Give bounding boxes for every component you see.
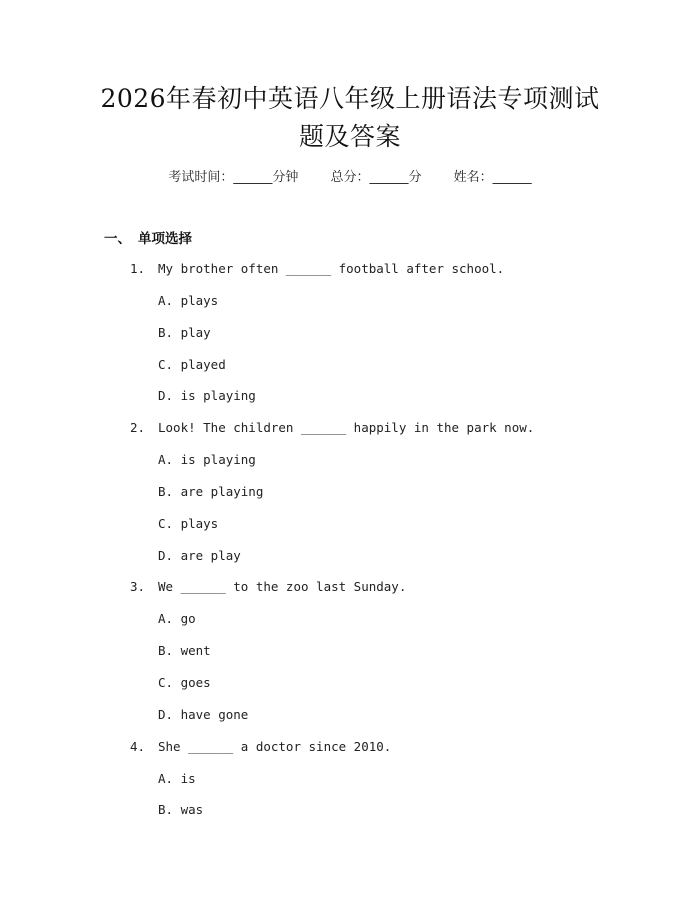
option-text: B. was — [158, 802, 204, 818]
option-text: D. have gone — [158, 706, 249, 722]
student-name-field: 姓名：______ — [453, 170, 532, 185]
question-text: She ______ a doctor since 2010. — [158, 738, 392, 754]
option-4a — [0, 769, 700, 801]
option-text: A. is playing — [158, 452, 256, 468]
option-text: C. played — [158, 356, 226, 372]
option-text: A. go — [158, 611, 196, 627]
option-text: D. are play — [158, 547, 241, 563]
option-text: A. is — [158, 770, 196, 786]
option-3a — [0, 609, 700, 641]
option-1d — [0, 386, 700, 418]
option-text: C. goes — [158, 674, 211, 690]
exam-meta — [0, 168, 700, 188]
question-number: 2. — [130, 420, 146, 436]
option-1c — [0, 355, 700, 387]
option-text: B. play — [158, 324, 211, 340]
option-1b — [0, 323, 700, 355]
section-number: 一、 — [104, 231, 131, 247]
option-3d — [0, 705, 700, 737]
option-text: C. plays — [158, 515, 219, 531]
section-title: 单项选择 — [138, 231, 192, 247]
question-list — [0, 259, 700, 832]
document-title — [0, 80, 700, 156]
option-4b — [0, 800, 700, 832]
option-text: D. is playing — [158, 388, 256, 404]
question-number: 4. — [130, 738, 146, 754]
option-2d — [0, 546, 700, 578]
question-1 — [0, 259, 700, 291]
title-line-1: 2026年春初中英语八年级上册语法专项测试 — [100, 84, 600, 113]
question-3 — [0, 577, 700, 609]
question-number: 1. — [130, 261, 146, 276]
question-text: My brother often ______ football after school. — [158, 261, 505, 276]
title-line-2: 题及答案 — [298, 122, 401, 151]
question-text: Look! The children ______ happily in the park now. — [158, 420, 535, 436]
option-text: A. plays — [158, 292, 219, 308]
question-2 — [0, 418, 700, 450]
option-2b — [0, 482, 700, 514]
option-1a — [0, 291, 700, 323]
option-text: B. went — [158, 643, 211, 659]
option-text: B. are playing — [158, 483, 264, 499]
section-heading — [104, 229, 192, 249]
question-number: 3. — [130, 579, 146, 595]
option-3b — [0, 641, 700, 673]
option-3c — [0, 673, 700, 705]
question-text: We ______ to the zoo last Sunday. — [158, 579, 407, 595]
total-score-field: 总分：______分 — [330, 170, 422, 185]
option-2a — [0, 450, 700, 482]
exam-time-field: 考试时间：______分钟 — [168, 170, 299, 185]
question-4 — [0, 737, 700, 769]
option-2c — [0, 514, 700, 546]
